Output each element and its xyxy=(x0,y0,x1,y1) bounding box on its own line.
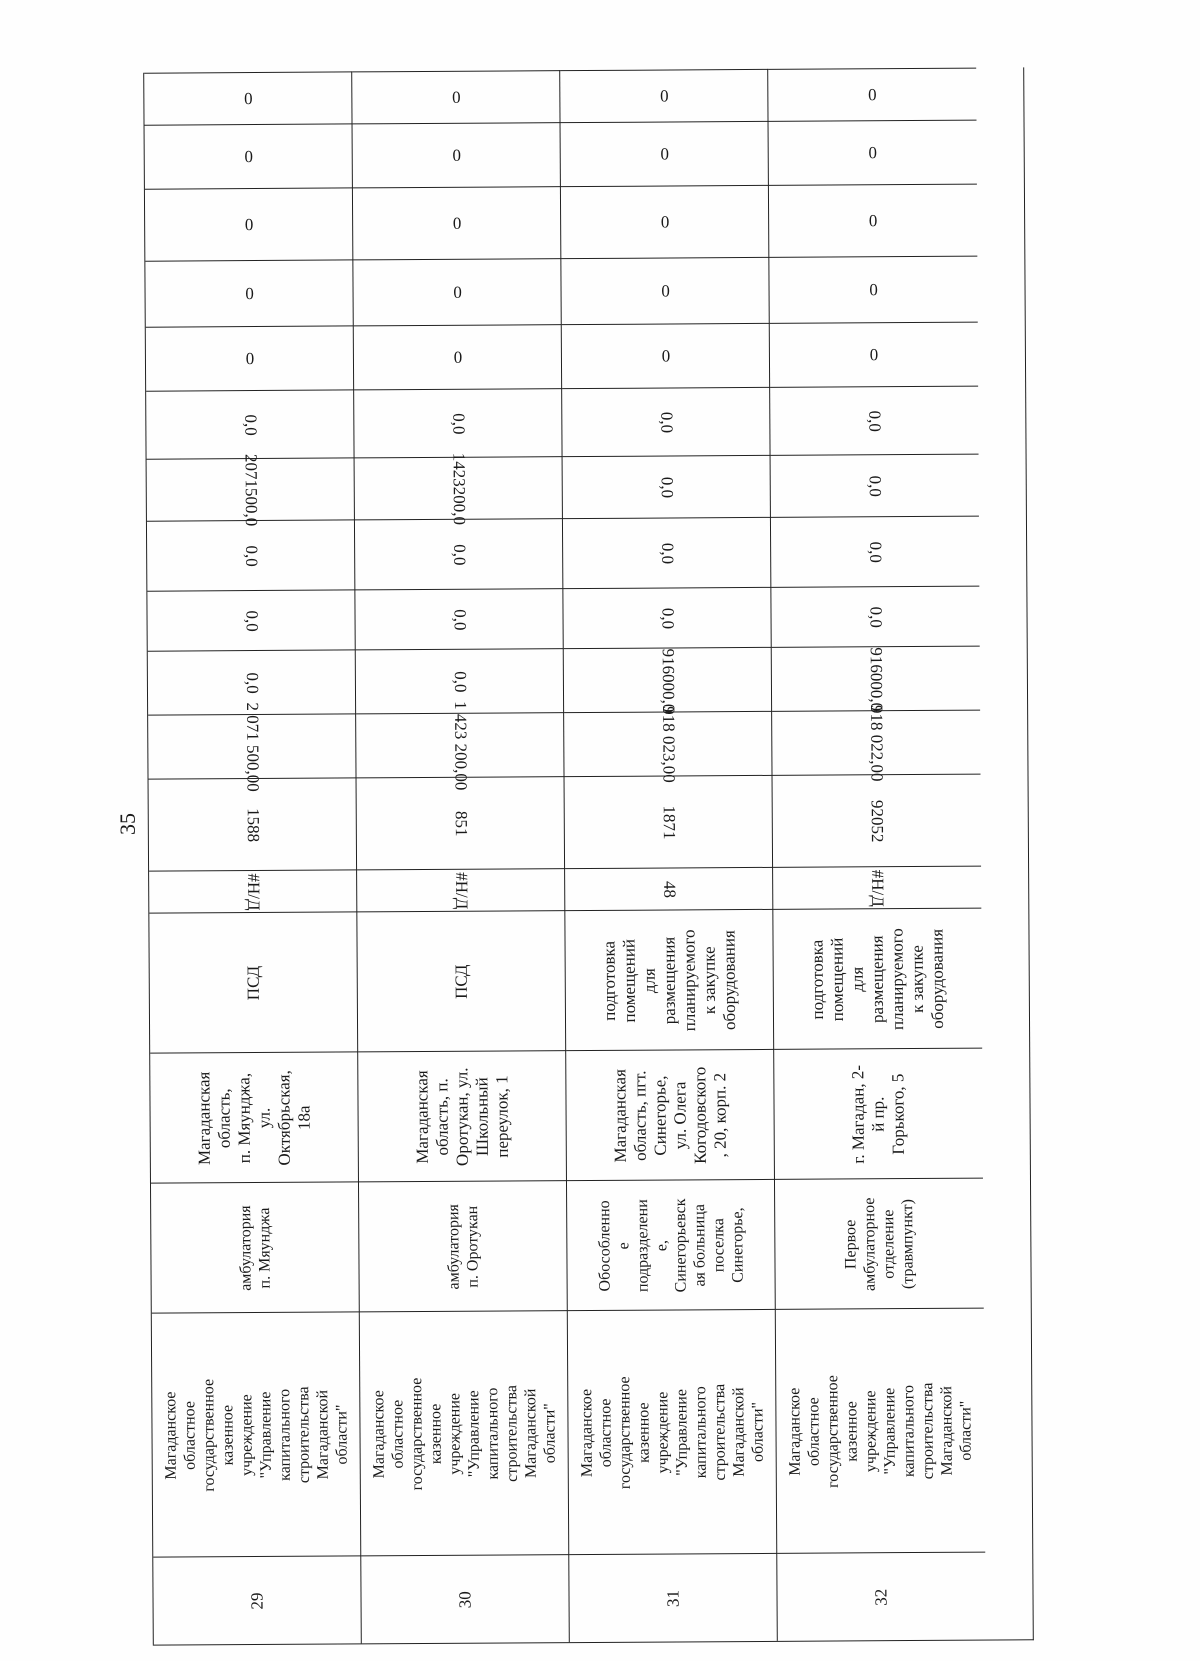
cell-text-object: Обособленно е подразделени е, Синегорьевск ая больница поселка Синегорье, xyxy=(596,1197,747,1292)
cell-work xyxy=(357,910,566,1051)
cell-text-total: 1 423 200,00 xyxy=(451,700,471,790)
table-row xyxy=(767,68,986,1641)
cell-text-no: 31 xyxy=(663,1589,683,1607)
cell-text-object: амбулатория п. Оротукан xyxy=(445,1203,482,1290)
cell-text-work: подготовка помещений для размещения планируемого к закупке оборудования xyxy=(599,928,740,1031)
cell-text-v3: 0,0 xyxy=(242,544,262,567)
cell-v2 xyxy=(771,586,979,647)
cell-z1 xyxy=(352,70,560,123)
cell-text-code: 48 xyxy=(660,880,680,898)
cell-no xyxy=(361,1554,570,1643)
cell-text-work: ПСД xyxy=(243,965,263,1000)
data-table xyxy=(143,67,1034,1645)
cell-z5 xyxy=(770,322,978,387)
table-row xyxy=(143,71,362,1644)
cell-work xyxy=(565,909,774,1050)
cell-z3 xyxy=(561,185,769,258)
cell-code xyxy=(149,869,357,912)
cell-address xyxy=(566,1049,775,1180)
cell-v2 xyxy=(147,589,355,650)
cell-v4 xyxy=(771,454,979,517)
cell-object xyxy=(775,1178,984,1309)
cell-text-qty: 851 xyxy=(451,810,471,837)
cell-text-v5: 0,0 xyxy=(241,413,261,436)
cell-text-no: 29 xyxy=(247,1591,267,1610)
cell-text-v3: 0,0 xyxy=(450,543,470,565)
cell-text-address: Магаданская область, п. Оротукан, ул. Школьный переулок, 1 xyxy=(412,1067,512,1166)
cell-text-work: ПСД xyxy=(451,964,471,999)
cell-z5 xyxy=(354,324,562,389)
cell-text-v4: 1423200,0 xyxy=(449,452,469,525)
cell-text-z1: 0 xyxy=(660,85,669,106)
cell-z3 xyxy=(769,184,977,257)
cell-z4 xyxy=(145,259,353,326)
cell-v3 xyxy=(147,519,355,590)
cell-text-v5: 0,0 xyxy=(449,412,469,434)
cell-z2 xyxy=(769,120,977,185)
cell-text-v2: 0,0 xyxy=(242,609,262,632)
cell-text-v2: 0,0 xyxy=(866,606,886,628)
cell-text-no: 32 xyxy=(871,1588,891,1606)
cell-text-v3: 0,0 xyxy=(866,541,886,563)
cell-v4 xyxy=(147,453,355,526)
cell-v3 xyxy=(563,517,771,588)
cell-text-object: амбулатория п. Мяунджа xyxy=(237,1204,274,1291)
table-row xyxy=(559,69,778,1642)
cell-text-z5: 0 xyxy=(661,345,671,366)
cell-qty xyxy=(565,775,774,868)
cell-v5 xyxy=(354,388,562,457)
cell-total xyxy=(564,705,772,783)
cell-z1 xyxy=(144,71,352,124)
cell-text-work: подготовка помещений для размещения планируемого к закупке оборудования xyxy=(807,927,948,1030)
cell-text-v4: 0,0 xyxy=(865,475,885,497)
cell-z1 xyxy=(768,68,976,121)
cell-text-z5: 0 xyxy=(245,348,255,368)
cell-text-code: #Н/Д xyxy=(452,871,472,909)
cell-text-no: 30 xyxy=(455,1590,475,1608)
cell-text-z4: 0 xyxy=(661,280,670,301)
cell-v3 xyxy=(771,516,979,587)
cell-text-address: Магаданская область, п. Мяунджа, ул. Октябрьская, 18а xyxy=(194,1069,314,1166)
cell-text-z3: 0 xyxy=(452,213,462,233)
cell-total xyxy=(772,704,980,782)
cell-address xyxy=(358,1050,567,1181)
cell-v2 xyxy=(563,587,771,648)
cell-text-customer: Магаданское областное государственное казенное учреждение "Управление капитального строительства Магаданской области" xyxy=(370,1377,559,1490)
cell-text-code: #Н/Д xyxy=(868,869,888,907)
cell-text-address: г. Магадан, 2- й пр. Горького, 5 xyxy=(848,1064,908,1164)
cell-text-z1: 0 xyxy=(452,87,461,107)
cell-v2 xyxy=(355,588,563,649)
cell-text-z2: 0 xyxy=(660,143,670,164)
cell-code xyxy=(773,866,981,909)
cell-text-customer: Магаданское областное государственное казенное учреждение "Управление капитального строительства Магаданской области" xyxy=(162,1378,351,1492)
cell-text-v4: 0,0 xyxy=(657,476,677,498)
cell-text-z5: 0 xyxy=(869,344,879,364)
cell-z4 xyxy=(561,257,769,324)
cell-v4 xyxy=(355,452,563,525)
cell-text-v1: 0,0 xyxy=(450,670,470,692)
cell-text-v2: 0,0 xyxy=(450,608,470,630)
cell-text-v3: 0,0 xyxy=(658,542,678,564)
cell-z2 xyxy=(353,122,561,187)
cell-z5 xyxy=(562,323,770,388)
cell-text-v2: 0,0 xyxy=(658,607,678,629)
cell-text-z1: 0 xyxy=(868,84,877,104)
cell-z5 xyxy=(146,325,354,390)
cell-text-customer: Магаданское областное государственное казенное учреждение "Управление капитального строительства Магаданской области" xyxy=(578,1375,767,1489)
cell-z2 xyxy=(145,123,353,188)
cell-text-z4: 0 xyxy=(245,283,254,303)
cell-text-total: 918 022,00 xyxy=(867,704,887,782)
table-row xyxy=(351,70,570,1643)
cell-v4 xyxy=(563,455,771,518)
cell-qty xyxy=(149,777,358,870)
cell-text-z4: 0 xyxy=(869,279,878,299)
page-number: 35 xyxy=(115,813,140,835)
cell-total xyxy=(148,701,356,792)
cell-text-address: Магаданская область, пгт. Синегорье, ул. Олега Когодовского , 20, корп. 2 xyxy=(610,1066,730,1164)
cell-v5 xyxy=(146,389,354,458)
cell-customer xyxy=(776,1308,985,1553)
cell-no xyxy=(777,1552,986,1641)
cell-address xyxy=(774,1048,983,1179)
cell-text-z3: 0 xyxy=(244,214,254,234)
cell-object xyxy=(567,1179,776,1310)
cell-text-qty: 92052 xyxy=(867,799,887,843)
cell-text-total: 918 023,00 xyxy=(659,705,679,783)
cell-qty xyxy=(357,776,566,869)
cell-work xyxy=(773,908,982,1049)
cell-text-qty: 1871 xyxy=(659,804,679,840)
cell-text-object: Первое амбулаторное отделение (травмпункт) xyxy=(842,1197,917,1291)
cell-no xyxy=(569,1553,778,1642)
cell-text-v4: 2071500,0 xyxy=(241,453,261,526)
cell-v3 xyxy=(355,518,563,589)
cell-z4 xyxy=(353,258,561,325)
cell-text-z1: 0 xyxy=(244,88,253,108)
cell-total xyxy=(356,700,564,790)
cell-customer xyxy=(152,1311,361,1556)
cell-text-customer: Магаданское областное государственное казенное учреждение "Управление капитального строительства Магаданской области" xyxy=(786,1374,975,1488)
cell-z1 xyxy=(560,69,768,122)
cell-code xyxy=(565,867,773,910)
cell-no xyxy=(153,1555,362,1644)
cell-z2 xyxy=(561,121,769,186)
cell-v5 xyxy=(770,386,978,455)
cell-text-v1: 916000,0 xyxy=(866,646,887,711)
cell-text-code: #Н/Д xyxy=(244,872,264,911)
cell-text-qty: 1588 xyxy=(243,807,263,842)
cell-object xyxy=(151,1181,360,1312)
cell-text-z3: 0 xyxy=(660,211,670,232)
cell-object xyxy=(359,1180,568,1311)
cell-v1 xyxy=(564,647,772,712)
cell-v1 xyxy=(772,646,980,711)
cell-text-z3: 0 xyxy=(868,210,878,230)
cell-text-v1: 916000,0 xyxy=(658,648,679,712)
cell-text-z2: 0 xyxy=(244,146,254,166)
cell-work xyxy=(149,911,358,1052)
cell-customer xyxy=(360,1310,569,1555)
cell-text-z2: 0 xyxy=(868,142,878,162)
cell-v5 xyxy=(562,387,770,456)
cell-code xyxy=(357,868,565,911)
cell-z3 xyxy=(353,186,561,259)
cell-text-total: 2 071 500,00 xyxy=(243,701,263,792)
cell-qty xyxy=(773,774,982,867)
cell-text-v1: 0,0 xyxy=(242,671,262,694)
cell-customer xyxy=(568,1309,777,1554)
cell-address xyxy=(150,1051,359,1182)
cell-text-z4: 0 xyxy=(453,282,462,302)
cell-z4 xyxy=(769,256,977,323)
cell-text-z2: 0 xyxy=(452,145,462,165)
cell-text-v5: 0,0 xyxy=(865,410,885,432)
cell-z3 xyxy=(145,187,353,260)
cell-text-v5: 0,0 xyxy=(657,411,677,433)
cell-text-z5: 0 xyxy=(453,347,463,367)
